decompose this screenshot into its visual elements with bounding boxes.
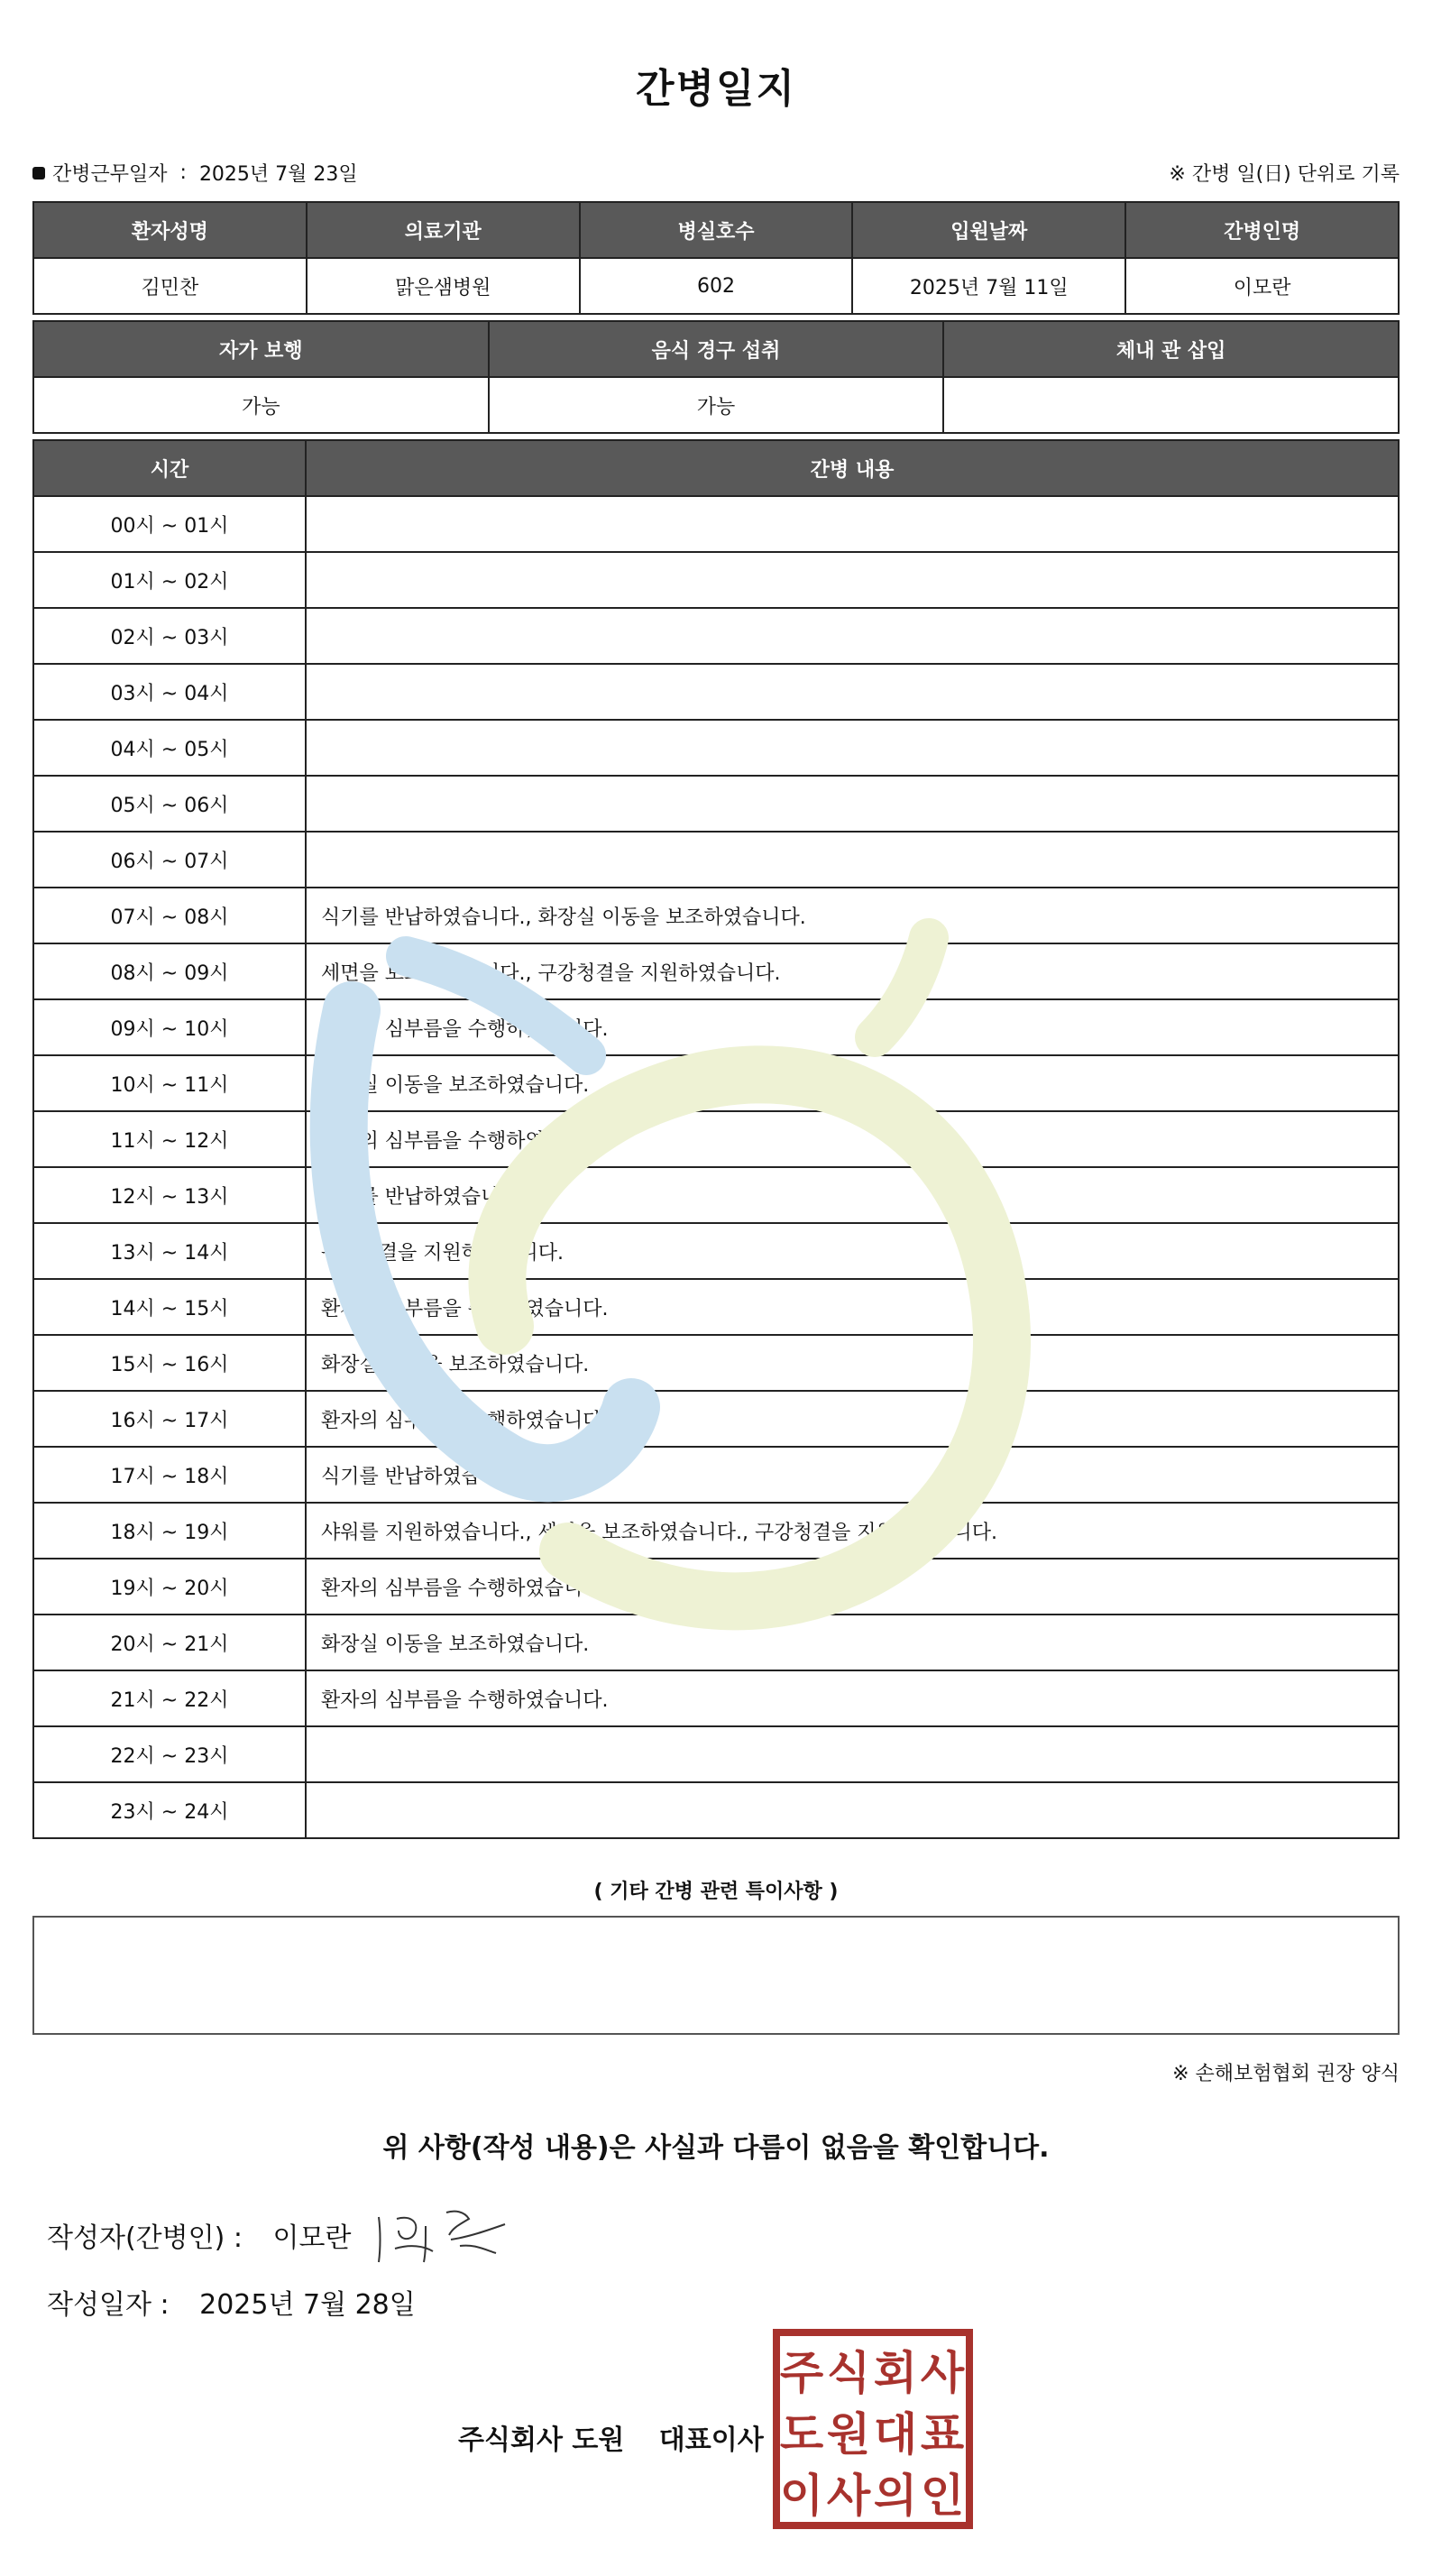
care-content-cell xyxy=(306,664,1399,720)
author-line xyxy=(47,2215,351,2255)
bullet-icon xyxy=(32,167,45,179)
time-cell: 03시 ~ 04시 xyxy=(33,664,306,720)
care-content-cell: 환자의 심부름을 수행하였습니다. xyxy=(306,1279,1399,1335)
caregiver-name: 이모란 xyxy=(1125,258,1399,314)
time-cell: 19시 ~ 20시 xyxy=(33,1559,306,1615)
header-care-content: 간병 내용 xyxy=(306,440,1399,496)
care-content-cell: 식기를 반납하였습니다. xyxy=(306,1447,1399,1503)
table-row xyxy=(33,496,1399,552)
care-content-cell: 환자의 심부름을 수행하였습니다. xyxy=(306,1391,1399,1447)
stamp-char: 사 xyxy=(826,2470,871,2522)
care-content-cell xyxy=(306,832,1399,888)
status-info-header-row xyxy=(33,321,1399,377)
written-date-line xyxy=(47,2282,416,2322)
confirmation-statement: 위 사항(작성 내용)은 사실과 다름이 없음을 확인합니다. xyxy=(382,2132,1050,2164)
header-time: 시간 xyxy=(33,440,306,496)
table-row xyxy=(33,608,1399,664)
time-cell: 14시 ~ 15시 xyxy=(33,1279,306,1335)
table-row xyxy=(33,1167,1399,1223)
stamp-char: 인 xyxy=(920,2470,965,2522)
care-content-cell xyxy=(306,496,1399,552)
header-hospital: 의료기관 xyxy=(307,202,580,258)
care-content-cell: 환자의 심부름을 수행하였습니다. xyxy=(306,1559,1399,1615)
page-title: 간병일지 xyxy=(635,66,796,112)
time-cell: 01시 ~ 02시 xyxy=(33,552,306,608)
stamp-char: 원 xyxy=(826,2408,871,2461)
time-cell: 18시 ~ 19시 xyxy=(33,1503,306,1559)
work-date-value: 2025년 7월 23일 xyxy=(198,163,358,186)
written-date-label: 작성일자 : xyxy=(47,2289,170,2321)
walking-status: 가능 xyxy=(33,377,489,433)
table-row xyxy=(33,943,1399,999)
written-date-value: 2025년 7월 28일 xyxy=(199,2289,416,2321)
room-number: 602 xyxy=(580,258,853,314)
header-oral-intake: 음식 경구 섭취 xyxy=(489,321,944,377)
table-row xyxy=(33,1447,1399,1503)
care-content-cell: 환자의 심부름을 수행하였습니다. xyxy=(306,999,1399,1055)
table-row xyxy=(33,1503,1399,1559)
company-seal-stamp xyxy=(773,2329,973,2529)
stamp-char: 사 xyxy=(920,2347,965,2399)
company-line xyxy=(458,2417,764,2457)
table-row xyxy=(33,1615,1399,1670)
table-row xyxy=(33,1055,1399,1111)
care-content-cell: 식기를 반납하였습니다. xyxy=(306,1167,1399,1223)
care-content-cell xyxy=(306,608,1399,664)
patient-info-header-row xyxy=(33,202,1399,258)
care-content-cell xyxy=(306,720,1399,776)
work-date-label: 간병근무일자 xyxy=(52,163,168,186)
admission-date: 2025년 7월 11일 xyxy=(852,258,1125,314)
care-content-cell: 구강청결을 지원하였습니다. xyxy=(306,1223,1399,1279)
table-row xyxy=(33,552,1399,608)
patient-info-value-row xyxy=(33,258,1399,314)
time-cell: 05시 ~ 06시 xyxy=(33,776,306,832)
table-row xyxy=(33,720,1399,776)
header-walking: 자가 보행 xyxy=(33,321,489,377)
header-patient-name: 환자성명 xyxy=(33,202,307,258)
time-cell: 23시 ~ 24시 xyxy=(33,1782,306,1838)
work-date-separator: : xyxy=(179,161,187,184)
time-cell: 21시 ~ 22시 xyxy=(33,1670,306,1726)
time-cell: 17시 ~ 18시 xyxy=(33,1447,306,1503)
handwritten-signature xyxy=(370,2199,514,2271)
table-row xyxy=(33,1111,1399,1167)
stamp-char: 대 xyxy=(873,2408,918,2461)
time-cell: 11시 ~ 12시 xyxy=(33,1111,306,1167)
stamp-char: 도 xyxy=(779,2408,824,2461)
notes-box xyxy=(32,1916,1400,2035)
time-cell: 02시 ~ 03시 xyxy=(33,608,306,664)
care-content-cell: 화장실 이동을 보조하였습니다. xyxy=(306,1335,1399,1391)
care-content-cell: 샤워를 지원하였습니다., 세면을 보조하였습니다., 구강청결을 지원하였습니다. xyxy=(306,1503,1399,1559)
time-cell: 10시 ~ 11시 xyxy=(33,1055,306,1111)
header-admission-date: 입원날짜 xyxy=(852,202,1125,258)
care-log-table xyxy=(32,439,1400,1839)
table-row xyxy=(33,1726,1399,1782)
care-content-cell: 환자의 심부름을 수행하였습니다. xyxy=(306,1111,1399,1167)
table-row xyxy=(33,1782,1399,1838)
care-content-cell xyxy=(306,1782,1399,1838)
header-room: 병실호수 xyxy=(580,202,853,258)
time-cell: 22시 ~ 23시 xyxy=(33,1726,306,1782)
table-row xyxy=(33,776,1399,832)
table-row xyxy=(33,1670,1399,1726)
hospital-name: 맑은샘병원 xyxy=(307,258,580,314)
stamp-char: 표 xyxy=(920,2408,965,2461)
care-log-body xyxy=(33,496,1399,1838)
author-label: 작성자(간병인) : xyxy=(47,2222,243,2254)
care-log-header-row xyxy=(33,440,1399,496)
time-cell: 13시 ~ 14시 xyxy=(33,1223,306,1279)
care-content-cell xyxy=(306,1726,1399,1782)
company-name: 주식회사 도원 xyxy=(458,2424,625,2456)
care-content-cell: 식기를 반납하였습니다., 화장실 이동을 보조하였습니다. xyxy=(306,888,1399,943)
stamp-char: 식 xyxy=(826,2347,871,2399)
table-row xyxy=(33,1391,1399,1447)
stamp-char: 주 xyxy=(779,2347,824,2399)
recommendation-note: ※ 손해보험협회 권장 양식 xyxy=(1172,2063,1400,2085)
time-cell: 00시 ~ 01시 xyxy=(33,496,306,552)
time-cell: 20시 ~ 21시 xyxy=(33,1615,306,1670)
table-row xyxy=(33,832,1399,888)
stamp-char: 회 xyxy=(873,2347,918,2399)
notes-title: ( 기타 간병 관련 특이사항 ) xyxy=(593,1881,839,1903)
time-cell: 06시 ~ 07시 xyxy=(33,832,306,888)
status-info-value-row xyxy=(33,377,1399,433)
stamp-char: 이 xyxy=(779,2470,824,2522)
record-note: ※ 간병 일(日) 단위로 기록 xyxy=(1169,163,1400,186)
table-row xyxy=(33,888,1399,943)
table-row xyxy=(33,1335,1399,1391)
patient-name: 김민찬 xyxy=(33,258,307,314)
care-content-cell: 화장실 이동을 보조하였습니다. xyxy=(306,1615,1399,1670)
table-row xyxy=(33,664,1399,720)
time-cell: 09시 ~ 10시 xyxy=(33,999,306,1055)
table-row xyxy=(33,1559,1399,1615)
header-tube: 체내 관 삽입 xyxy=(943,321,1399,377)
tube-status xyxy=(943,377,1399,433)
care-content-cell xyxy=(306,776,1399,832)
care-content-cell: 환자의 심부름을 수행하였습니다. xyxy=(306,1670,1399,1726)
table-row xyxy=(33,1279,1399,1335)
care-content-cell: 화장실 이동을 보조하였습니다. xyxy=(306,1055,1399,1111)
header-caregiver: 간병인명 xyxy=(1125,202,1399,258)
oral-intake-status: 가능 xyxy=(489,377,944,433)
table-row xyxy=(33,999,1399,1055)
time-cell: 07시 ~ 08시 xyxy=(33,888,306,943)
care-content-cell: 세면을 보조하였습니다., 구강청결을 지원하였습니다. xyxy=(306,943,1399,999)
work-date xyxy=(32,159,358,187)
table-row xyxy=(33,1223,1399,1279)
company-title: 대표이사 xyxy=(658,2424,764,2456)
author-name: 이모란 xyxy=(272,2222,352,2254)
patient-info-table xyxy=(32,201,1400,315)
care-content-cell xyxy=(306,552,1399,608)
time-cell: 04시 ~ 05시 xyxy=(33,720,306,776)
time-cell: 08시 ~ 09시 xyxy=(33,943,306,999)
stamp-char: 의 xyxy=(873,2470,918,2522)
status-info-table xyxy=(32,320,1400,434)
time-cell: 15시 ~ 16시 xyxy=(33,1335,306,1391)
time-cell: 12시 ~ 13시 xyxy=(33,1167,306,1223)
time-cell: 16시 ~ 17시 xyxy=(33,1391,306,1447)
